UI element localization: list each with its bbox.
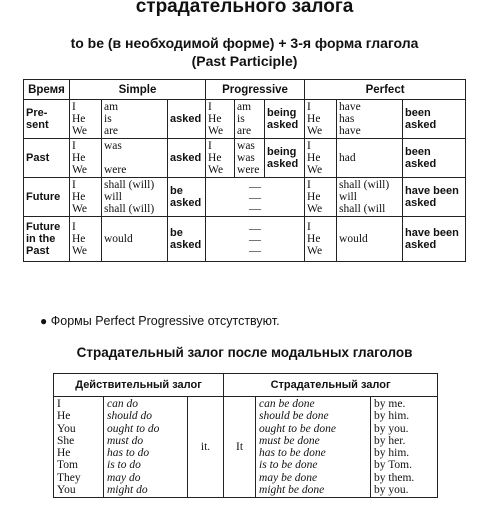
list-item: He: [57, 410, 71, 423]
object-cell: it.: [188, 397, 224, 498]
subject-it-cell: It: [224, 397, 256, 498]
perfect-participle: have been asked: [403, 178, 466, 217]
perfect-auxiliary: would: [337, 217, 403, 262]
progressive-absent: — — —: [206, 178, 305, 217]
list-item: You: [57, 484, 76, 497]
list-item: must be done: [259, 434, 320, 447]
simple-pronouns: I He We: [70, 100, 102, 139]
simple-participle: be asked: [168, 178, 206, 217]
agents-cell: [371, 397, 438, 498]
perfect-pronouns: I He We: [305, 100, 337, 139]
simple-pronouns: I He We: [70, 217, 102, 262]
header-simple: Simple: [70, 80, 206, 100]
tense-label: Future in the Past: [24, 217, 70, 262]
list-item: can be done: [259, 398, 315, 410]
list-item: by her.: [374, 434, 406, 447]
list-item: ought to do: [107, 422, 160, 435]
tense-row: [24, 139, 466, 178]
list-item: by him.: [374, 447, 410, 460]
table-header-row: [24, 80, 466, 100]
header-progressive: Progressive: [206, 80, 305, 100]
list-item: has to be done: [259, 447, 326, 460]
simple-pronouns: I He We: [70, 178, 102, 217]
simple-participle: asked: [168, 100, 206, 139]
perfect-auxiliary: shall (will) will shall (will: [337, 178, 403, 217]
list-item: is to be done: [259, 459, 318, 472]
list-item: by me.: [374, 398, 406, 410]
progressive-auxiliary: am is are: [235, 100, 265, 139]
note-line: [40, 314, 280, 328]
perfect-auxiliary: had: [337, 139, 403, 178]
perfect-pronouns: I He We: [305, 217, 337, 262]
list-item: must do: [107, 434, 144, 447]
page-title: страдательного залога: [135, 0, 354, 17]
perfect-auxiliary: have has have: [337, 100, 403, 139]
tense-label: Future: [24, 178, 70, 217]
modal-header-row: [54, 374, 438, 397]
simple-pronouns: I He We: [70, 139, 102, 178]
list-item: They: [57, 471, 81, 484]
tense-label: Pre- sent: [24, 100, 70, 139]
header-time: Время: [24, 80, 70, 100]
subjects-cell: [54, 397, 104, 498]
simple-participle: be asked: [168, 217, 206, 262]
list-item: by him.: [374, 410, 410, 423]
list-item: may be done: [259, 471, 318, 484]
simple-auxiliary: would: [102, 217, 168, 262]
list-item: by you.: [374, 484, 409, 497]
perfect-participle: have been asked: [403, 217, 466, 262]
section-subtitle: Страдательный залог после модальных глаголов: [76, 345, 413, 360]
simple-auxiliary: am is are: [102, 100, 168, 139]
header-perfect: Perfect: [305, 80, 466, 100]
header-active-voice: Действительный залог: [54, 374, 224, 397]
list-item: might be done: [259, 484, 325, 497]
simple-participle: asked: [168, 139, 206, 178]
modal-body-row: [54, 397, 438, 498]
perfect-participle: been asked: [403, 100, 466, 139]
list-item: I: [57, 398, 61, 410]
tense-row: [24, 100, 466, 139]
progressive-participle: being asked: [265, 139, 305, 178]
list-item: by Tom.: [374, 459, 412, 472]
modal-passive-table: [53, 373, 438, 498]
list-item: She: [57, 434, 75, 447]
list-item: should do: [107, 410, 153, 423]
tense-label: Past: [24, 139, 70, 178]
passive-verbs-cell: [256, 397, 371, 498]
formula-line-2: (Past Participle): [191, 53, 298, 69]
formula-line-1: to be (в необходимой форме) + 3-я форма глагола: [70, 35, 419, 51]
perfect-pronouns: I He We: [305, 178, 337, 217]
passive-forms-table: [23, 79, 466, 262]
progressive-pronouns: I He We: [206, 100, 235, 139]
bullet-icon: ●: [40, 314, 48, 328]
simple-auxiliary: was were: [102, 139, 168, 178]
list-item: should be done: [259, 410, 329, 423]
list-item: is to do: [107, 459, 141, 472]
active-verbs-cell: [104, 397, 188, 498]
list-item: by them.: [374, 471, 415, 484]
list-item: Tom: [57, 459, 78, 472]
list-item: ought to be done: [259, 422, 337, 435]
list-item: might do: [107, 484, 148, 497]
list-item: by you.: [374, 422, 409, 435]
perfect-participle: been asked: [403, 139, 466, 178]
list-item: You: [57, 422, 76, 435]
perfect-pronouns: I He We: [305, 139, 337, 178]
header-passive-voice: Страдательный залог: [224, 374, 438, 397]
simple-auxiliary: shall (will) will shall (will): [102, 178, 168, 217]
progressive-pronouns: I He We: [206, 139, 235, 178]
list-item: can do: [107, 398, 138, 410]
tense-row: [24, 217, 466, 262]
list-item: has to do: [107, 447, 150, 460]
progressive-participle: being asked: [265, 100, 305, 139]
list-item: He: [57, 447, 71, 460]
tense-row: [24, 178, 466, 217]
progressive-absent: — — —: [206, 217, 305, 262]
note-text: Формы Perfect Progressive отсутствуют.: [50, 314, 280, 328]
progressive-auxiliary: was was were: [235, 139, 265, 178]
list-item: may do: [107, 471, 141, 484]
